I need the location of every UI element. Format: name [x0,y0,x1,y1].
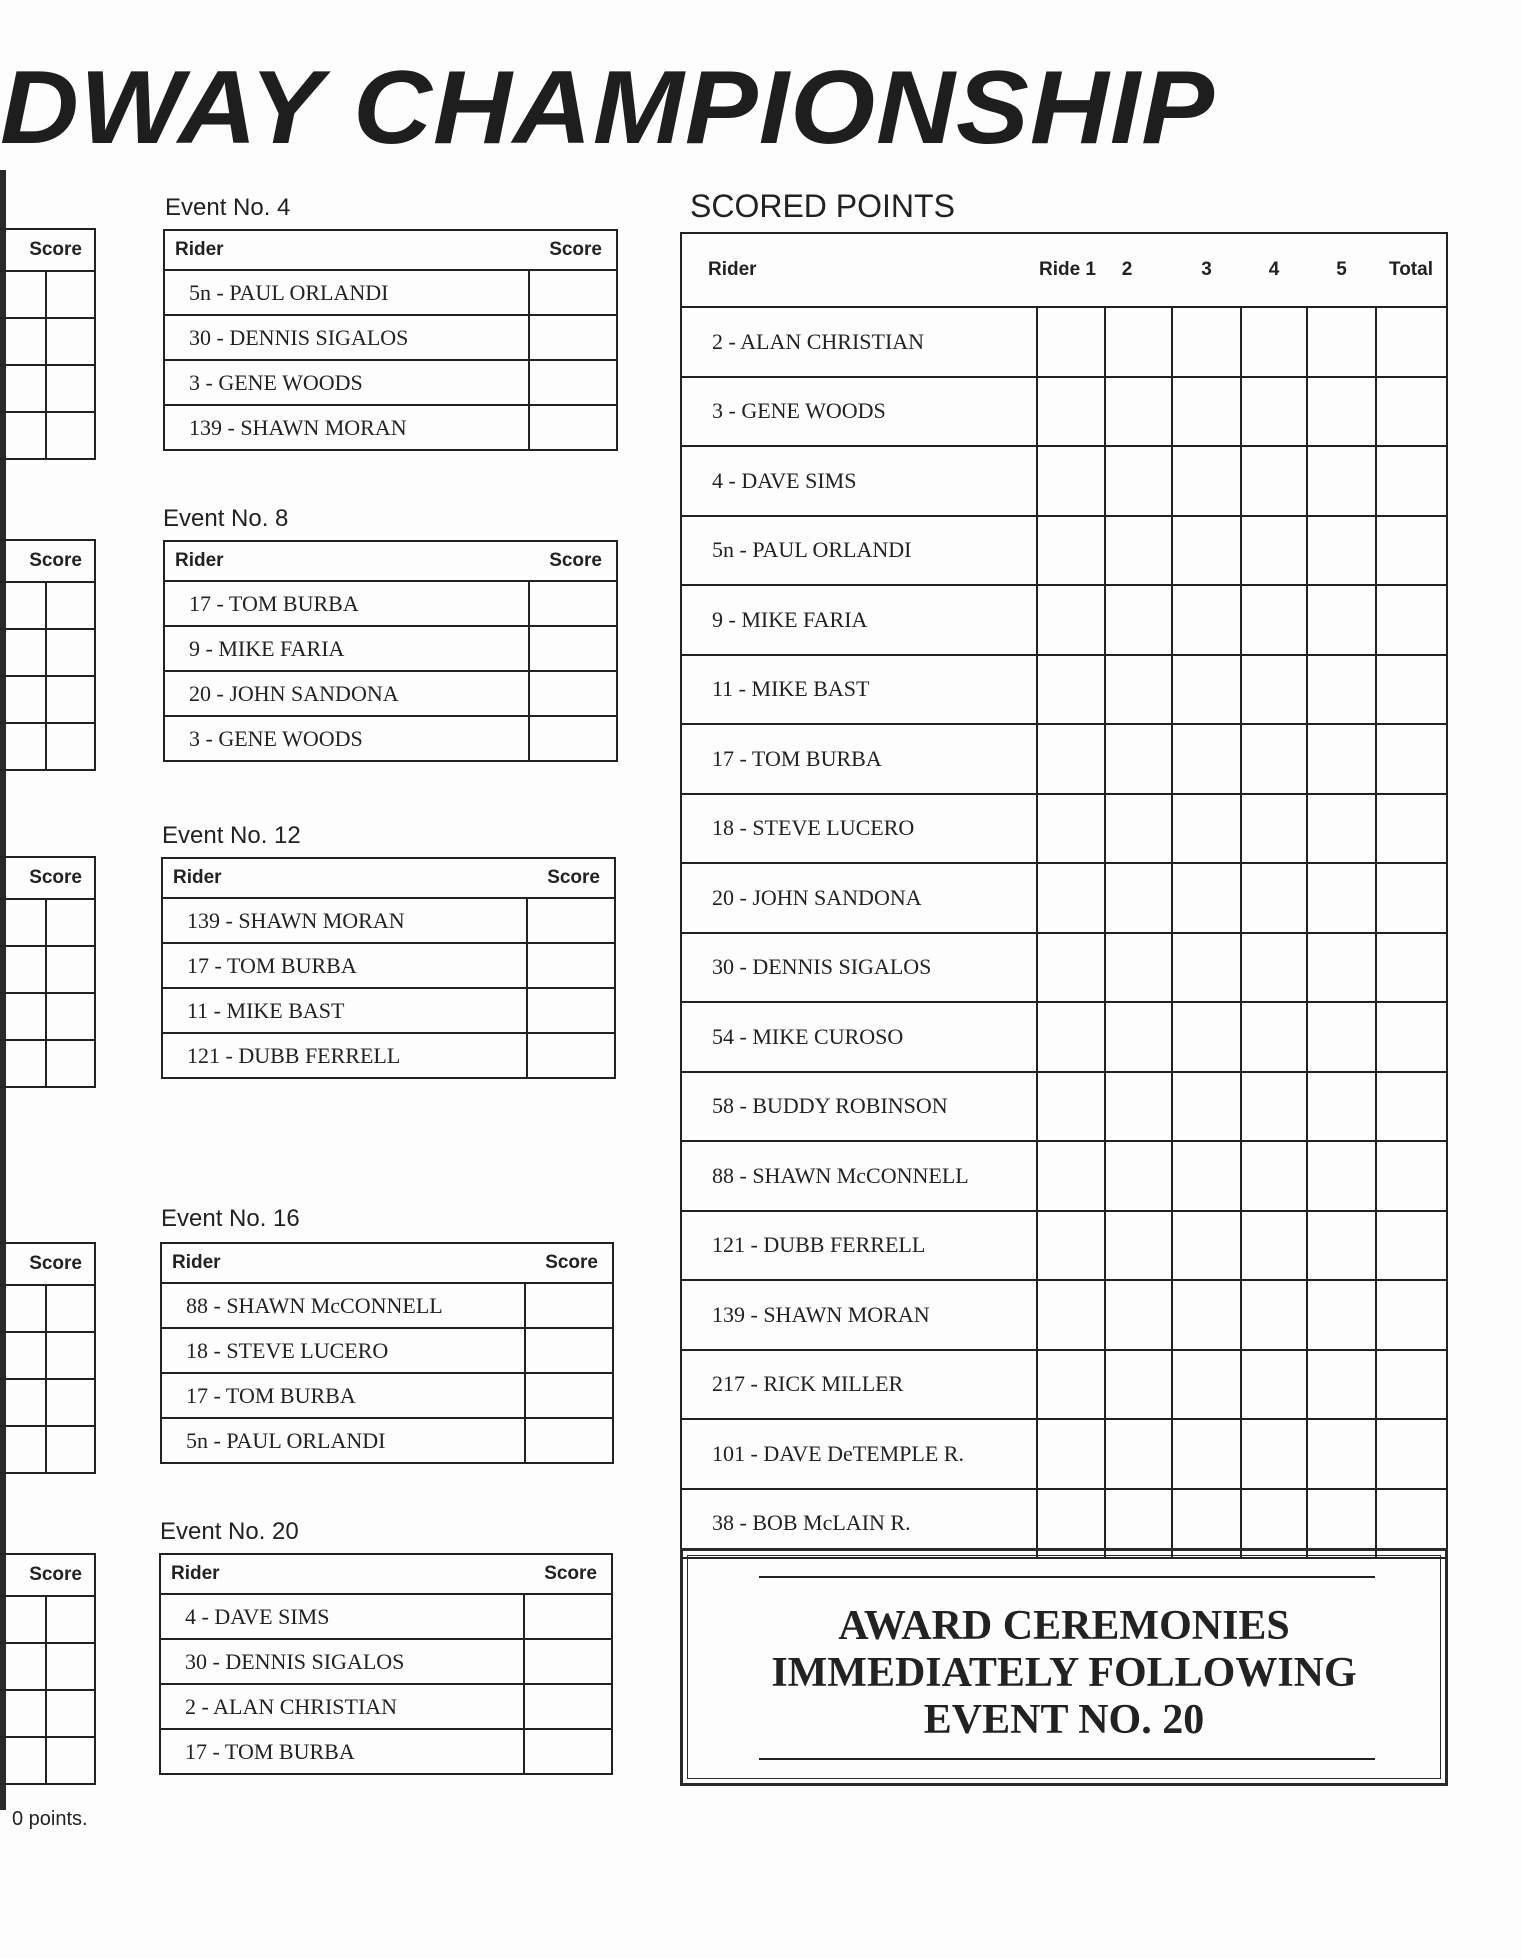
sp-total-cell[interactable] [1376,1419,1447,1489]
sp-rider-name: 101 - DAVE DeTEMPLE R. [681,1419,1037,1489]
scored-points-row [681,794,1447,864]
left-score-strip [0,856,96,1088]
strip-score-cell[interactable] [46,629,95,676]
rider-name: 17 - TOM BURBA [161,1373,525,1418]
award-bottom-rule [759,1758,1375,1760]
sp-ride-2-cell[interactable] [1105,655,1172,725]
sp-ride-2-cell[interactable] [1105,307,1172,377]
scored-points-row [681,446,1447,516]
scored-points-row [681,724,1447,794]
sp-ride-5-cell[interactable] [1307,377,1376,447]
left-score-strip [0,228,96,460]
sp-rider-name: 2 - ALAN CHRISTIAN [681,307,1037,377]
sp-total-cell[interactable] [1376,655,1447,725]
event-table-8 [163,540,618,762]
event-title: Event No. 20 [160,1518,299,1545]
sp-ride-4-cell[interactable] [1241,377,1307,447]
scored-points-title: SCORED POINTS [690,188,955,224]
event-table-16 [160,1242,614,1464]
sp-ride-3-cell[interactable] [1172,377,1241,447]
left-score-strip [0,1242,96,1474]
sp-rider-name: 20 - JOHN SANDONA [681,863,1037,933]
strip-score-cell[interactable] [46,899,95,946]
sp-ride-5-cell[interactable] [1307,585,1376,655]
award-line: AWARD CEREMONIES [838,1603,1290,1649]
score-cell[interactable] [527,898,615,943]
event-title: Event No. 4 [165,194,291,221]
sp-ride-2-cell[interactable] [1105,377,1172,447]
score-cell[interactable] [525,1328,613,1373]
sp-total-cell[interactable] [1376,863,1447,933]
rider-name: 30 - DENNIS SIGALOS [164,315,529,360]
sp-ride-2-cell[interactable] [1105,1072,1172,1142]
scored-points-row [681,863,1447,933]
sp-ride-3-cell[interactable] [1172,794,1241,864]
rider-column-header: Rider [161,1243,525,1283]
sp-rider-name: 4 - DAVE SIMS [681,446,1037,516]
sp-total-cell[interactable] [1376,794,1447,864]
score-column-header: Score [524,1554,612,1594]
score-cell[interactable] [525,1283,613,1328]
sp-ride-4-cell[interactable] [1241,1211,1307,1281]
score-cell[interactable] [524,1684,612,1729]
strip-score-cell[interactable] [46,676,95,723]
sp-total-cell[interactable] [1376,516,1447,586]
score-column-header: Score [527,858,615,898]
sp-ride-4-cell[interactable] [1241,1002,1307,1072]
sp-total-cell[interactable] [1376,585,1447,655]
sp-ride-1-cell[interactable] [1037,307,1105,377]
score-cell[interactable] [524,1594,612,1639]
sp-ride-2-cell[interactable] [1105,1002,1172,1072]
score-cell[interactable] [529,581,617,626]
sp-rider-name: 88 - SHAWN McCONNELL [681,1141,1037,1211]
sp-ride-5-cell[interactable] [1307,724,1376,794]
sp-rider-name: 5n - PAUL ORLANDI [681,516,1037,586]
sp-total-cell[interactable] [1376,1072,1447,1142]
sp-ride-5-cell[interactable] [1307,307,1376,377]
sp-ride-4-cell[interactable] [1241,863,1307,933]
sp-total-cell[interactable] [1376,1002,1447,1072]
scored-points-row [681,933,1447,1003]
sp-total-cell[interactable] [1376,307,1447,377]
sp-ride-5-cell[interactable] [1307,863,1376,933]
sp-ride-2-cell[interactable] [1105,1211,1172,1281]
sp-ride-1-cell[interactable] [1037,724,1105,794]
sp-rider-name: 139 - SHAWN MORAN [681,1280,1037,1350]
score-cell[interactable] [529,270,617,315]
rider-name: 20 - JOHN SANDONA [164,671,529,716]
sp-ride-2-cell[interactable] [1105,863,1172,933]
sp-ride-1-cell[interactable] [1037,933,1105,1003]
strip-score-cell[interactable] [46,412,95,459]
sp-ride-1-cell[interactable] [1037,1072,1105,1142]
sp-ride-3-cell[interactable] [1172,516,1241,586]
award-announcement-box [680,1548,1448,1786]
sp-ride-3-cell[interactable] [1172,585,1241,655]
sp-ride-5-cell[interactable] [1307,1280,1376,1350]
score-cell[interactable] [527,988,615,1033]
sp-ride-5-cell[interactable] [1307,794,1376,864]
sp-ride-1-cell[interactable] [1037,585,1105,655]
sp-ride-4-cell[interactable] [1241,1072,1307,1142]
sp-total-cell[interactable] [1376,724,1447,794]
sp-ride-2-cell[interactable] [1105,516,1172,586]
sp-ride3-header: 3 [1172,233,1241,307]
sp-rider-name: 17 - TOM BURBA [681,724,1037,794]
sp-ride-1-cell[interactable] [1037,1280,1105,1350]
sp-ride-3-cell[interactable] [1172,863,1241,933]
strip-score-cell[interactable] [46,582,95,629]
strip-score-header: Score [0,1554,95,1596]
rider-column-header: Rider [164,541,529,581]
sp-ride-3-cell[interactable] [1172,1419,1241,1489]
strip-score-cell[interactable] [46,993,95,1040]
scored-points-row [681,585,1447,655]
scored-points-row [681,1141,1447,1211]
sp-ride-1-cell[interactable] [1037,1419,1105,1489]
rider-name: 17 - TOM BURBA [185,1738,355,1764]
sp-ride1-header: Ride 1 2 [1037,233,1172,307]
sp-ride-1-cell[interactable] [1037,516,1105,586]
score-cell[interactable] [525,1373,613,1418]
rider-name: 30 - DENNIS SIGALOS [160,1639,524,1684]
strip-score-cell[interactable] [46,1379,95,1426]
rider-column-header: Rider [160,1554,524,1594]
sp-ride-3-cell[interactable] [1172,933,1241,1003]
sp-ride-5-cell[interactable] [1307,1002,1376,1072]
sp-rider-name: 54 - MIKE CUROSO [681,1002,1037,1072]
sp-ride-5-cell[interactable] [1307,1141,1376,1211]
rider-name: 5n - PAUL ORLANDI [164,270,529,315]
sp-ride-1-cell[interactable] [1037,446,1105,516]
sp-ride-3-cell[interactable] [1172,1072,1241,1142]
sp-rider-header: Rider [681,233,1037,307]
scored-points-row [681,1211,1447,1281]
sp-ride-5-cell[interactable] [1307,933,1376,1003]
score-cell[interactable] [529,626,617,671]
strip-score-cell[interactable] [46,271,95,318]
sp-ride-2-cell[interactable] [1105,933,1172,1003]
sp-ride-1-cell[interactable] [1037,1002,1105,1072]
rider-column-header: Rider [164,230,529,270]
sp-ride-2-cell[interactable] [1105,1280,1172,1350]
strip-score-cell[interactable] [46,1737,95,1784]
sp-ride-4-cell[interactable] [1241,1141,1307,1211]
sp-ride-3-cell[interactable] [1172,307,1241,377]
sp-ride-4-cell[interactable] [1241,1350,1307,1420]
sp-total-header: Total [1376,233,1447,307]
sp-ride-4-cell[interactable] [1241,655,1307,725]
sp-ride-2-cell[interactable] [1105,446,1172,516]
strip-score-cell[interactable] [46,1596,95,1643]
scored-points-row [681,1280,1447,1350]
sp-rider-name: 9 - MIKE FARIA [681,585,1037,655]
sp-ride-4-cell[interactable] [1241,446,1307,516]
strip-score-cell[interactable] [46,1040,95,1087]
sp-ride-1-cell[interactable] [1037,377,1105,447]
award-line: IMMEDIATELY FOLLOWING [771,1650,1357,1696]
sp-ride-3-cell[interactable] [1172,1280,1241,1350]
sp-ride-4-cell[interactable] [1241,307,1307,377]
sp-total-cell[interactable] [1376,1141,1447,1211]
sp-ride-2-cell[interactable] [1105,724,1172,794]
sp-ride-1-cell[interactable] [1037,1350,1105,1420]
rider-name: 9 - MIKE FARIA [164,626,529,671]
event-title: Event No. 16 [161,1205,300,1232]
rider-name: 139 - SHAWN MORAN [162,898,527,943]
scored-points-row [681,1350,1447,1420]
rider-name: 139 - SHAWN MORAN [189,414,407,440]
sp-total-cell[interactable] [1376,377,1447,447]
score-cell[interactable] [527,943,615,988]
sp-ride-5-cell[interactable] [1307,516,1376,586]
sp-ride-1-cell[interactable] [1037,863,1105,933]
sp-total-cell[interactable] [1376,933,1447,1003]
sp-total-cell[interactable] [1376,1280,1447,1350]
strip-score-header: Score [0,857,95,899]
strip-score-cell[interactable] [46,1426,95,1473]
sp-ride-4-cell[interactable] [1241,724,1307,794]
sp-rider-name: 38 - BOB McLAIN R. [712,1510,911,1536]
rider-name: 4 - DAVE SIMS [160,1594,524,1639]
sp-ride-5-cell[interactable] [1307,1350,1376,1420]
sp-rider-name: 58 - BUDDY ROBINSON [681,1072,1037,1142]
sp-ride5-header: 5 [1307,233,1376,307]
score-cell[interactable] [529,315,617,360]
sp-ride4-header: 4 [1241,233,1307,307]
score-cell[interactable] [524,1639,612,1684]
rider-column-header: Rider [162,858,527,898]
sp-rider-name: 121 - DUBB FERRELL [681,1211,1037,1281]
sp-ride-5-cell[interactable] [1307,1419,1376,1489]
strip-score-cell[interactable] [46,1690,95,1737]
sp-total-cell[interactable] [1376,1350,1447,1420]
strip-score-cell[interactable] [46,318,95,365]
sp-rider-name: 30 - DENNIS SIGALOS [681,933,1037,1003]
sp-ride-1-cell[interactable] [1037,794,1105,864]
score-cell[interactable] [524,1729,612,1774]
award-line: EVENT NO. 20 [923,1697,1205,1743]
sp-ride-3-cell[interactable] [1172,1002,1241,1072]
sp-ride-4-cell[interactable] [1241,1419,1307,1489]
rider-name: 11 - MIKE BAST [162,988,527,1033]
sp-ride-4-cell[interactable] [1241,516,1307,586]
strip-score-header: Score [0,540,95,582]
award-top-rule [759,1576,1375,1578]
left-score-strip [0,1553,96,1785]
sp-ride-4-cell[interactable] [1241,1280,1307,1350]
sp-ride-5-cell[interactable] [1307,655,1376,725]
sp-ride-4-cell[interactable] [1241,933,1307,1003]
sp-ride-3-cell[interactable] [1172,1141,1241,1211]
sp-total-cell[interactable] [1376,1211,1447,1281]
rider-name: 18 - STEVE LUCERO [161,1328,525,1373]
strip-score-cell[interactable] [46,1643,95,1690]
strip-score-header: Score [0,1243,95,1285]
event-table-20 [159,1553,613,1775]
sp-ride-2-cell[interactable] [1105,794,1172,864]
scored-points-row [681,1002,1447,1072]
event-table-12 [161,857,616,1079]
sp-rider-name: 18 - STEVE LUCERO [681,794,1037,864]
rider-name: 121 - DUBB FERRELL [187,1042,401,1068]
sp-ride-4-cell[interactable] [1241,585,1307,655]
scored-points-row [681,516,1447,586]
page-title: DWAY CHAMPIONSHIP [0,50,1216,166]
rider-name: 3 - GENE WOODS [189,725,363,751]
rider-name: 17 - TOM BURBA [162,943,527,988]
score-cell[interactable] [529,671,617,716]
strip-score-cell[interactable] [46,946,95,993]
sp-rider-name: 11 - MIKE BAST [681,655,1037,725]
sp-rider-name: 217 - RICK MILLER [681,1350,1037,1420]
sp-ride-1-cell[interactable] [1037,1211,1105,1281]
award-text [683,1603,1445,1744]
scored-points-row [681,1072,1447,1142]
sp-ride-5-cell[interactable] [1307,446,1376,516]
score-column-header: Score [529,230,617,270]
strip-score-cell[interactable] [46,365,95,412]
sp-ride-3-cell[interactable] [1172,446,1241,516]
strip-score-header: Score [0,229,95,271]
scored-points-row [681,1419,1447,1489]
sp-ride-2-cell[interactable] [1105,585,1172,655]
sp-ride-1-cell[interactable] [1037,1141,1105,1211]
sp-total-cell[interactable] [1376,446,1447,516]
scored-points-row [681,377,1447,447]
rider-name: 17 - TOM BURBA [164,581,529,626]
sp-ride-2-cell[interactable] [1105,1141,1172,1211]
sp-ride-3-cell[interactable] [1172,724,1241,794]
rider-name: 5n - PAUL ORLANDI [186,1427,386,1453]
event-title: Event No. 12 [162,822,301,849]
sp-ride-3-cell[interactable] [1172,1350,1241,1420]
sp-ride-4-cell[interactable] [1241,794,1307,864]
score-cell[interactable] [527,1033,615,1078]
sp-ride-2-cell[interactable] [1105,1350,1172,1420]
rider-name: 88 - SHAWN McCONNELL [161,1283,525,1328]
strip-score-cell[interactable] [46,723,95,770]
strip-score-cell[interactable] [46,1332,95,1379]
sp-ride-1-cell[interactable] [1037,655,1105,725]
score-column-header: Score [529,541,617,581]
rider-name: 3 - GENE WOODS [164,360,529,405]
footnote: 0 points. [12,1808,88,1830]
sp-ride-5-cell[interactable] [1307,1072,1376,1142]
score-cell[interactable] [529,405,617,450]
sp-ride-3-cell[interactable] [1172,655,1241,725]
scored-points-row [681,655,1447,725]
sp-rider-name: 3 - GENE WOODS [681,377,1037,447]
score-column-header: Score [525,1243,613,1283]
left-score-strip [0,539,96,771]
sp-ride-3-cell[interactable] [1172,1211,1241,1281]
score-cell[interactable] [529,716,617,761]
scored-points-row [681,307,1447,377]
sp-ride-5-cell[interactable] [1307,1211,1376,1281]
event-title: Event No. 8 [163,505,289,532]
strip-score-cell[interactable] [46,1285,95,1332]
scored-points-table [680,232,1448,1559]
rider-name: 2 - ALAN CHRISTIAN [160,1684,524,1729]
sp-ride-2-cell[interactable] [1105,1419,1172,1489]
score-cell[interactable] [525,1418,613,1463]
score-cell[interactable] [529,360,617,405]
event-table-4 [163,229,618,451]
